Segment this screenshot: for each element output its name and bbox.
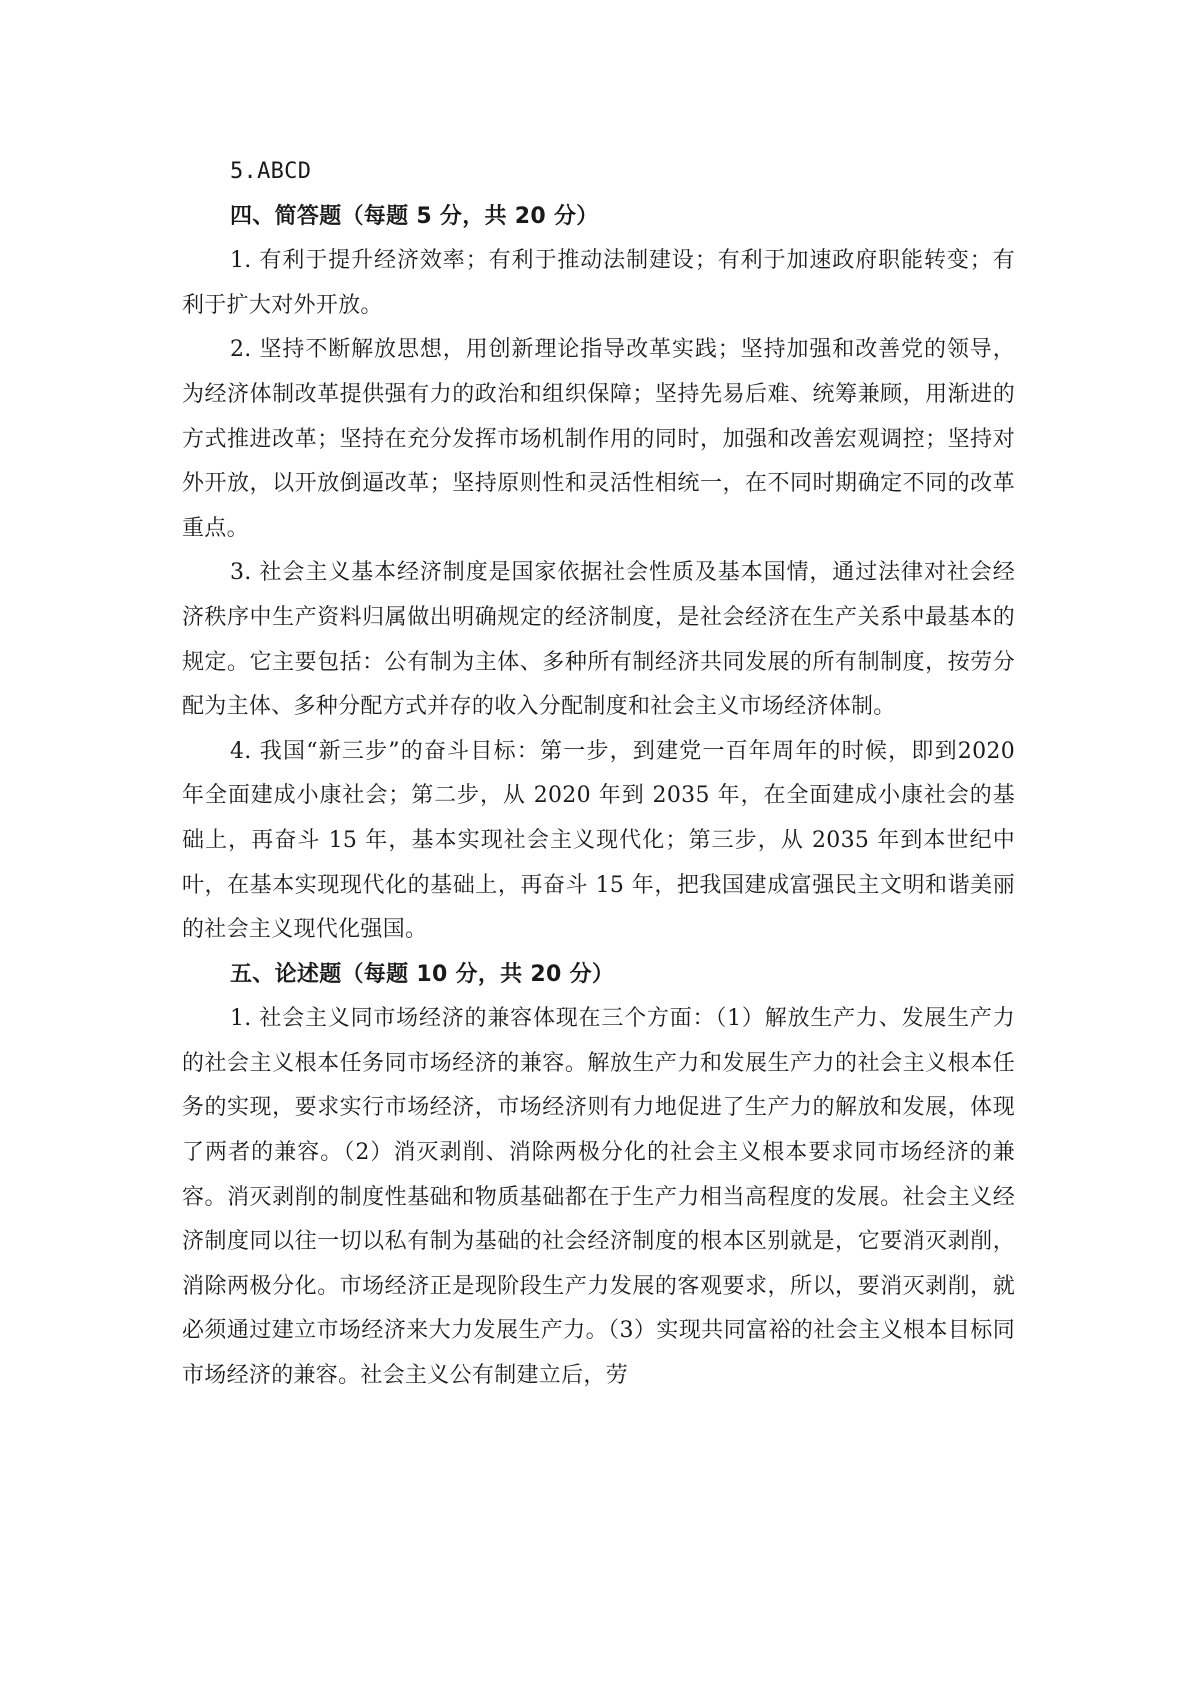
document-page: [182, 150, 1015, 1399]
section-4-item-4: 4. 我国“新三步”的奋斗目标：第一步，到建党一百年周年的时候，即到2020 年全面建成小康社会；第二步，从 2020 年到 2035 年，在全面建成小康社会的基础上，再奋斗 15 年，基本实现社会主义现代化；第三步，从 2035 年到本世纪中叶，在基本实现现代化的基础上，再奋斗 15 年，把我国建成富强民主文明和谐美丽的社会主义现代化强国。: [182, 738, 1015, 943]
answer-line-5: 5.ABCD: [230, 159, 312, 184]
section-4-item-3: 3. 社会主义基本经济制度是国家依据社会性质及基本国情，通过法律对社会经济秩序中生产资料归属做出明确规定的经济制度，是社会经济在生产关系中最基本的规定。它主要包括：公有制为主体、多种所有制经济共同发展的所有制制度，按劳分配为主体、多种分配方式并存的收入分配制度和社会主义市场经济体制。: [182, 560, 1015, 720]
section-4-item-1: 1. 有利于提升经济效率；有利于推动法制建设；有利于加速政府职能转变；有利于扩大对外开放。: [182, 248, 1015, 318]
section-4-heading: 四、简答题（每题 5 分，共 20 分）: [230, 203, 599, 229]
section-5-heading: 五、论述题（每题 10 分，共 20 分）: [230, 961, 615, 987]
section-4-item-2: 2. 坚持不断解放思想，用创新理论指导改革实践；坚持加强和改善党的领导，为经济体制改革提供强有力的政治和组织保障；坚持先易后难、统筹兼顾，用渐进的方式推进改革；坚持在充分发挥市场机制作用的同时，加强和改善宏观调控；坚持对外开放，以开放倒逼改革；坚持原则性和灵活性相统一，在不同时期确定不同的改革重点。: [182, 337, 1015, 541]
section-5-item-1: 1. 社会主义同市场经济的兼容体现在三个方面：（1）解放生产力、发展生产力的社会主义根本任务同市场经济的兼容。解放生产力和发展生产力的社会主义根本任务的实现，要求实行市场经济，市场经济则有力地促进了生产力的解放和发展，体现了两者的兼容。（2）消灭剥削、消除两极分化的社会主义根本要求同市场经济的兼容。消灭剥削的制度性基础和物质基础都在于生产力相当高程度的发展。社会主义经济制度同以往一切以私有制为基础的社会经济制度的根本区别就是，它要消灭剥削，消除两极分化。市场经济正是现阶段生产力发展的客观要求，所以，要消灭剥削，就必须通过建立市场经济来大力发展生产力。（3）实现共同富裕的社会主义根本目标同市场经济的兼容。社会主义公有制建立后，劳: [182, 1006, 1015, 1389]
